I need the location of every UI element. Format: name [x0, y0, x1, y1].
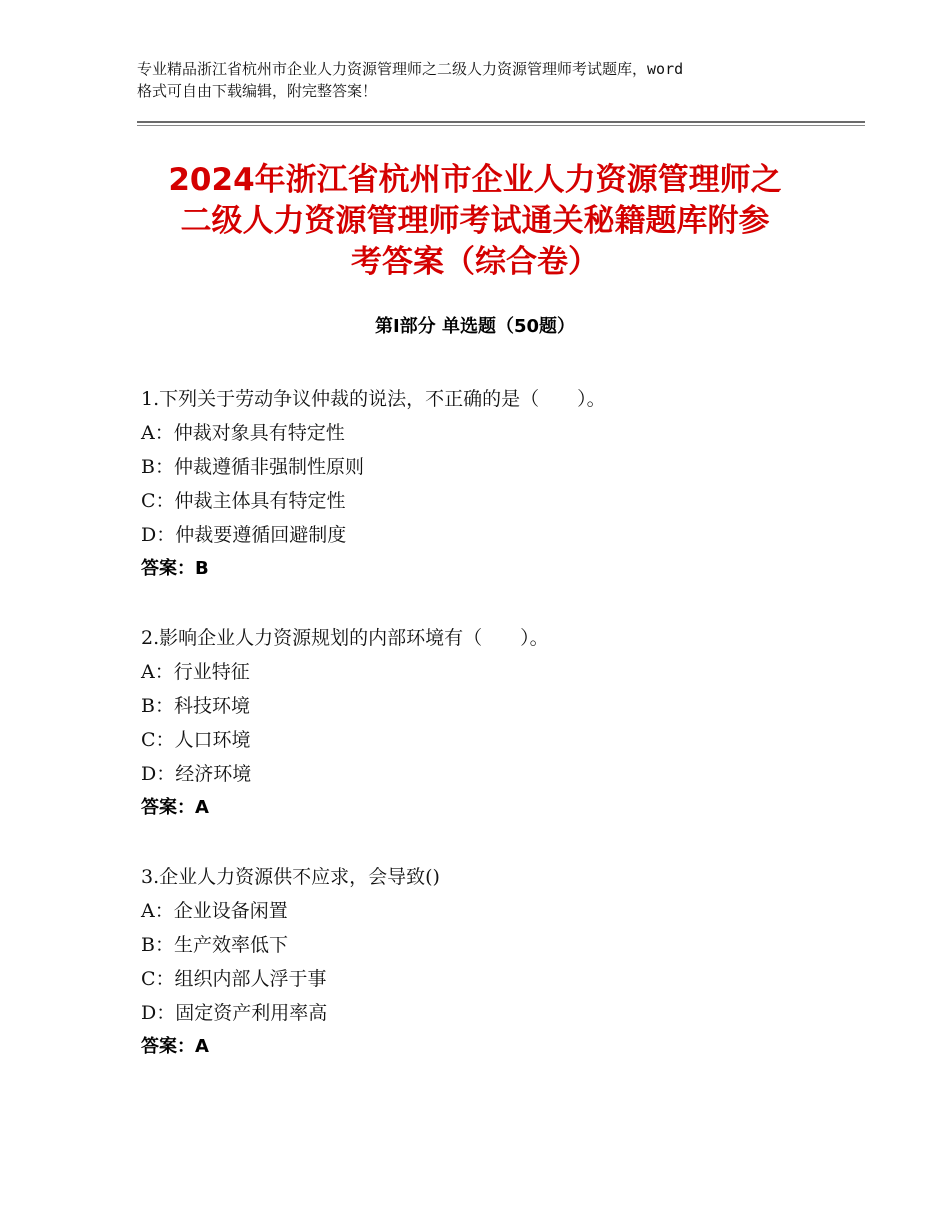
header-divider-thick: [137, 121, 865, 123]
option-c: C：组织内部人浮于事: [141, 968, 327, 990]
question-item: [141, 860, 841, 1064]
title-line-2: 二级人力资源管理师考试通关秘籍题库附参: [180, 203, 770, 239]
option-c: C：仲裁主体具有特定性: [141, 490, 346, 512]
title-line-3: 考答案（综合卷）: [351, 244, 599, 280]
section-heading: 第Ⅰ部分 单选题（50题）: [374, 316, 575, 337]
option-b: B：科技环境: [141, 695, 250, 717]
question-stem: 2.影响企业人力资源规划的内部环境有（ ）。: [141, 627, 549, 649]
option-a: A：企业设备闲置: [141, 900, 288, 922]
header-divider-thin: [137, 125, 865, 126]
question-list: [141, 382, 841, 1099]
question-item: [141, 621, 841, 825]
option-b: B：生产效率低下: [141, 934, 288, 956]
answer-key: 答案：A: [141, 1036, 209, 1057]
option-d: D：仲裁要遵循回避制度: [141, 524, 347, 546]
option-c: C：人口环境: [141, 729, 251, 751]
question-item: [141, 382, 841, 586]
answer-key: 答案：A: [141, 797, 209, 818]
header-note-line-1: 专业精品浙江省杭州市企业人力资源管理师之二级人力资源管理师考试题库，word: [137, 60, 684, 78]
question-stem: 1.下列关于劳动争议仲裁的说法，不正确的是（ ）。: [141, 388, 606, 410]
option-a: A：仲裁对象具有特定性: [141, 422, 345, 444]
question-stem: 3.企业人力资源供不应求，会导致(): [141, 866, 440, 888]
document-title: [130, 160, 820, 283]
option-a: A：行业特征: [141, 661, 250, 683]
option-b: B：仲裁遵循非强制性原则: [141, 456, 364, 478]
option-d: D：经济环境: [141, 763, 252, 785]
title-line-1: 2024年浙江省杭州市企业人力资源管理师之: [168, 162, 782, 198]
header-note: [137, 58, 827, 102]
answer-key: 答案：B: [141, 558, 209, 579]
header-note-line-2: 格式可自由下载编辑，附完整答案！: [137, 82, 378, 100]
option-d: D：固定资产利用率高: [141, 1002, 328, 1024]
